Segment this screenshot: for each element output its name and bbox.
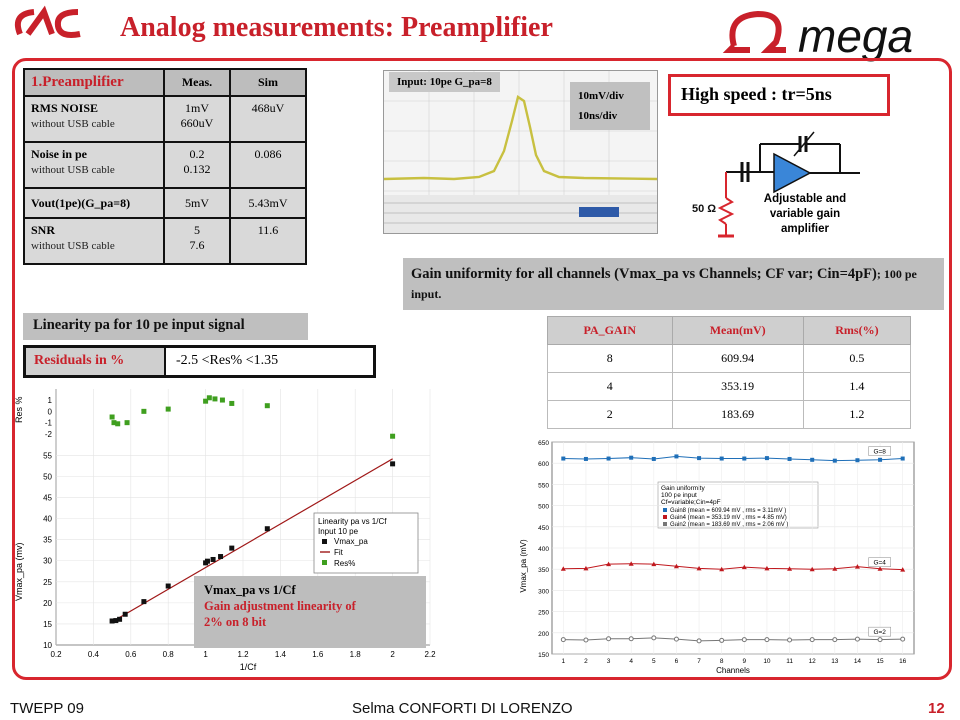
x-tick-label: 10	[763, 658, 771, 665]
x-tick-label: 13	[831, 658, 839, 665]
gain-point	[720, 638, 724, 642]
resistor-label: 50 Ω	[692, 203, 717, 215]
gain-point	[765, 638, 769, 642]
sim-value: 0.086	[230, 142, 306, 188]
x-tick-label: 16	[899, 658, 907, 665]
vmax-point	[390, 461, 395, 466]
linearity-ylabel: Vmax_pa (mv)	[14, 542, 24, 601]
gain-xlabel: Channels	[716, 666, 750, 675]
amplifier-schematic	[690, 132, 870, 252]
schematic-caption-3: amplifier	[781, 223, 829, 235]
res-point	[212, 396, 217, 401]
vmax-point	[229, 546, 234, 551]
x-tick-label: 1.2	[237, 650, 249, 659]
gain-point	[629, 456, 633, 460]
preamp-table	[23, 68, 307, 265]
y-tick-label: 50	[43, 472, 52, 482]
x-tick-label: 2	[390, 650, 395, 659]
footer-left: TWEPP 09	[10, 700, 84, 717]
y-tick-label: 40	[43, 514, 52, 524]
gain-legend-2: Gain2 (mean = 183.69 mV , rms = 2.06 mV )	[670, 522, 789, 528]
gain-col-header: Mean(mV)	[672, 317, 803, 345]
gain-point	[584, 457, 588, 461]
note-line-2: Gain adjustment linearity of	[204, 599, 356, 613]
linearity-legend	[314, 513, 418, 573]
res-point	[141, 409, 146, 414]
y-tick-label: 25	[43, 577, 52, 587]
linearity-res-ylabel: Res %	[14, 396, 24, 423]
row-label: RMS NOISE without USB cable	[24, 96, 164, 142]
x-tick-label: 2.2	[424, 650, 436, 659]
x-tick-label: 12	[808, 658, 816, 665]
legend-title-1: Linearity pa vs 1/Cf	[318, 517, 387, 526]
y-tick-label: 300	[538, 588, 549, 596]
y-tick-label: 45	[43, 493, 52, 503]
x-tick-label: 0.4	[87, 650, 99, 659]
gain-point	[607, 637, 611, 641]
gain-point	[674, 637, 678, 641]
gain-col-header: PA_GAIN	[548, 317, 673, 345]
gain-legend	[658, 482, 818, 528]
schematic-caption-2: variable gain	[769, 208, 841, 220]
scope-vdiv: 10mV/div	[578, 90, 624, 102]
vmax-point	[205, 559, 210, 564]
col-meas: Meas.	[164, 69, 230, 96]
y-tick-label: 550	[538, 482, 549, 490]
legend-swatch-vmax	[322, 539, 327, 544]
table-row: 2 183.69 1.2	[548, 401, 911, 429]
lal-logo	[8, 4, 98, 44]
gain-tag: G=8	[873, 448, 886, 456]
gain-point	[742, 457, 746, 461]
linearity-note	[194, 576, 426, 648]
legend-fit: Fit	[334, 548, 343, 557]
vmax-point	[117, 617, 122, 622]
gain-point	[561, 638, 565, 642]
residuals-box	[23, 345, 376, 378]
x-tick-label: 15	[876, 658, 884, 665]
gain-point	[652, 636, 656, 640]
x-tick-label: 4	[629, 658, 633, 665]
residuals-label: Residuals in %	[26, 348, 166, 375]
row-label: SNR without USB cable	[24, 218, 164, 264]
gain-tag: G=4	[873, 559, 886, 567]
high-speed-box: High speed : tr=5ns	[668, 74, 890, 116]
gain-legend-title-3: Cf=variable;Cin=4pF	[661, 499, 721, 506]
gain-point	[810, 638, 814, 642]
x-tick-label: 7	[697, 658, 701, 665]
meas-value: 5mV	[164, 188, 230, 218]
y-tick-label: 35	[43, 535, 52, 545]
legend-res: Res%	[334, 559, 356, 568]
x-tick-label: 1.4	[274, 650, 286, 659]
vmax-point	[211, 557, 216, 562]
x-tick-label: 1	[203, 650, 208, 659]
y-tick-label: 200	[538, 630, 549, 638]
y-tick-label: 500	[538, 503, 549, 511]
gain-point	[878, 458, 882, 462]
table-row: 4 353.19 1.4	[548, 373, 911, 401]
y-tick-label: 150	[538, 652, 549, 659]
scope-scale-box	[570, 82, 650, 130]
gain-legend-4: Gain4 (mean = 353.19 mV , rms = 4.85 mV)	[670, 515, 787, 521]
x-tick-label: 1.6	[312, 650, 324, 659]
note-line-3: 2% on 8 bit	[204, 615, 267, 629]
x-tick-label: 9	[742, 658, 747, 665]
gain-point	[833, 459, 837, 463]
schematic-caption-1: Adjustable and	[763, 193, 847, 205]
gain-point	[901, 457, 905, 461]
x-tick-label: 2	[584, 658, 588, 665]
res-point	[166, 407, 171, 412]
gain-uniformity-text: Gain uniformity for all channels (Vmax_pa vs Channels; CF var; Cin=4pF)	[411, 266, 877, 282]
gain-legend-swatch-8	[663, 508, 667, 512]
y-tick-label: 600	[538, 461, 549, 469]
vmax-point	[123, 612, 128, 617]
gain-legend-title-2: 100 pe input	[661, 492, 697, 499]
gain-point	[652, 457, 656, 461]
meas-value: 1mV 660uV	[164, 96, 230, 142]
y-tick-label: 10	[43, 641, 52, 650]
y-tick-label: 250	[538, 609, 549, 617]
x-tick-label: 11	[786, 658, 793, 665]
vmax-point	[218, 554, 223, 559]
x-tick-label: 8	[719, 658, 724, 665]
slide-title: Analog measurements: Preamplifier	[120, 12, 553, 43]
residuals-value: -2.5 <Res% <1.35	[176, 353, 279, 368]
y-tick-label: 650	[538, 440, 549, 447]
page-number: 12	[928, 700, 945, 717]
res-tick-label: 1	[47, 396, 52, 406]
gain-legend-swatch-2	[663, 522, 667, 526]
x-tick-label: 14	[853, 658, 862, 665]
vmax-point	[265, 526, 270, 531]
x-tick-label: 5	[652, 658, 656, 665]
scope-tdiv: 10ns/div	[578, 110, 618, 122]
gain-col-header: Rms(%)	[803, 317, 910, 345]
res-point	[390, 434, 395, 439]
x-tick-label: 1.8	[349, 650, 361, 659]
res-point	[110, 415, 115, 420]
x-tick-label: 0.2	[50, 650, 62, 659]
linearity-xlabel: 1/Cf	[239, 662, 257, 672]
linearity-title: Linearity pa for 10 pe input signal	[23, 313, 308, 340]
x-tick-label: 0.8	[162, 650, 174, 659]
gain-point	[720, 457, 724, 461]
scope-input-label: Input: 10pe G_pa=8	[389, 72, 500, 92]
table-row: 8 609.94 0.5	[548, 345, 911, 373]
gain-point	[788, 638, 792, 642]
x-tick-label: 1	[561, 658, 566, 665]
meas-value: 0.2 0.132	[164, 142, 230, 188]
gain-point	[629, 637, 633, 641]
svg-text:mega: mega	[798, 10, 914, 62]
gain-ylabel: Vmax_pa (mV)	[519, 539, 528, 593]
res-point	[229, 401, 234, 406]
legend-title-2: Input 10 pe	[318, 527, 359, 536]
gain-point	[607, 457, 611, 461]
gain-uniformity-chart	[518, 436, 918, 676]
gain-point	[878, 638, 882, 642]
gain-uniformity-tail: ; 100 pe input.	[411, 267, 917, 301]
res-point	[207, 395, 212, 400]
res-point	[125, 420, 130, 425]
y-tick-label: 55	[43, 451, 52, 461]
res-point	[115, 421, 120, 426]
gain-legend-title-1: Gain uniformity	[661, 485, 705, 492]
res-point	[265, 403, 270, 408]
gain-point	[810, 458, 814, 462]
gain-legend-8: Gain8 (mean = 609.94 mV , rms = 3.11mV )	[670, 508, 787, 514]
y-tick-label: 450	[538, 524, 549, 532]
y-tick-label: 30	[43, 556, 52, 566]
y-tick-label: 20	[43, 598, 52, 608]
gain-point	[855, 458, 859, 462]
x-tick-label: 6	[674, 658, 679, 665]
res-tick-label: 0	[47, 407, 52, 417]
gain-point	[765, 456, 769, 460]
legend-vmax: Vmax_pa	[334, 537, 368, 546]
gain-point	[788, 457, 792, 461]
vmax-point	[166, 584, 171, 589]
gain-point	[697, 456, 701, 460]
gain-point	[742, 638, 746, 642]
sim-value: 5.43mV	[230, 188, 306, 218]
sim-value: 11.6	[230, 218, 306, 264]
sim-value: 468uV	[230, 96, 306, 142]
gain-point	[901, 637, 905, 641]
gain-point	[833, 638, 837, 642]
res-point	[220, 398, 225, 403]
res-tick-label: -1	[44, 418, 52, 428]
gain-point	[584, 638, 588, 642]
row-label: Noise in pe without USB cable	[24, 142, 164, 188]
y-tick-label: 400	[538, 546, 549, 553]
meas-value: 5 7.6	[164, 218, 230, 264]
gain-legend-swatch-4	[663, 515, 667, 519]
footer-center: Selma CONFORTI DI LORENZO	[352, 700, 573, 717]
gain-point	[674, 454, 678, 458]
gain-point	[697, 639, 701, 643]
note-line-1: Vmax_pa vs 1/Cf	[204, 583, 296, 597]
y-tick-label: 350	[538, 567, 549, 575]
y-tick-label: 15	[43, 619, 52, 629]
row-label: Vout(1pe)(G_pa=8)	[24, 188, 164, 218]
vmax-point	[141, 599, 146, 604]
preamp-section-label: 1.Preamplifier	[24, 69, 164, 96]
gain-uniformity-box	[403, 258, 944, 310]
gain-tag: G=2	[873, 629, 886, 637]
x-tick-label: 0.6	[125, 650, 137, 659]
gain-point	[561, 457, 565, 461]
res-tick-label: -2	[44, 429, 52, 439]
col-sim: Sim	[230, 69, 306, 96]
gain-table	[547, 316, 911, 429]
x-tick-label: 3	[606, 658, 611, 665]
legend-swatch-res	[322, 560, 327, 565]
gain-point	[855, 637, 859, 641]
